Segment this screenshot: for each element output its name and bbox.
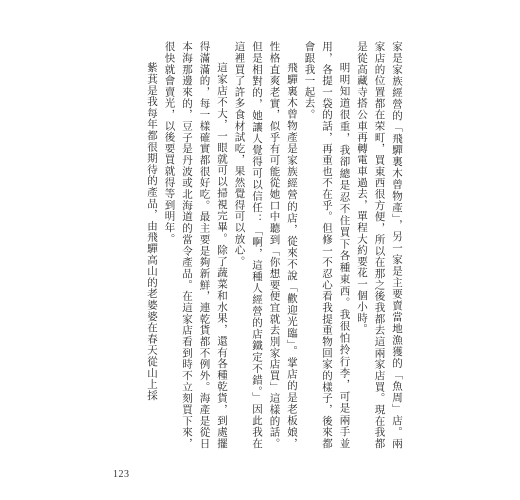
paragraph-4: 這家店不大，一眼就可以掃視完畢。除了蔬菜和水果，還有各種乾貨，到處擺得滿滿的，每一樣確實都很好吃。最主要是夠新鮮，連乾貨都不例外。海產是從日本海那邊來的，豆子是丹波或北海道的當令產品。在這家店看到時不立刻買下來，很快就會賣光，以後要買就得等到明年。	[163, 41, 228, 449]
page-number: 123	[113, 469, 130, 480]
paragraph-2: 明明知道很重，我卻總是忍不住買下各種東西。我很怕拎行李，可是兩手並用，各提一袋的話，再重也不在乎。但修一不忍心看我提重物回家的樣子，後來都會跟我一起去。	[303, 41, 351, 449]
paragraph-3: 飛驒裏木曾物產是家族經營的店，從來不說「歡迎光臨」。掌店的是老板娘，性格直爽老實，似乎有可能從她口中聽到「你想要便宜就去別家店買」這樣的話。但是相對的，她讓人覺得可以信任：「啊，這種人經營的店鐵定不錯。」因此我在這裡買了許多食材試吃，果然覺得可以放心。	[233, 41, 298, 449]
paragraph-5: 紫萁是我每年都很期待的產品，由飛驒高山的老婆婆在春天從山上採	[146, 62, 158, 401]
body-text	[115, 41, 405, 449]
paragraph-1: 家是家族經營的「飛驒裏木曾物產」，另一家是主要賣當地漁獲的「魚周」店。兩家店的位置都在荣町，買東西很方便，所以在那之後我都去這兩家店買。現在我都是從高藏寺搭公車再轉電車過去，單程大約要花一個小時。	[356, 41, 403, 449]
